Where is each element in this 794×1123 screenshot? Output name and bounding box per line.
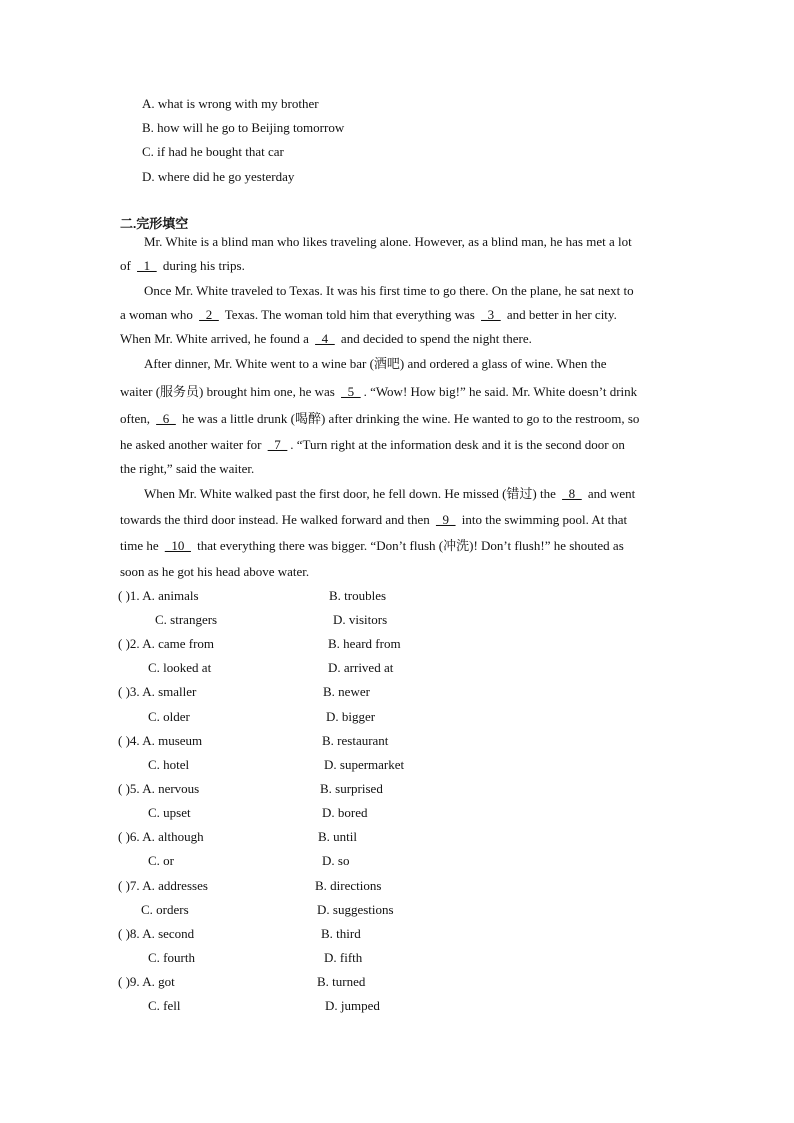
option-c: C. orders bbox=[141, 902, 189, 917]
passage-line: waiter (服务员) brought him one, he was _5_ . “Wow! How big!” he said. Mr. White doesn’t drink bbox=[120, 384, 638, 399]
passage-line: he asked another waiter for _7_ . “Turn right at the information desk and it is the second door on bbox=[120, 437, 625, 452]
option-b: B. turned bbox=[317, 974, 366, 989]
passage-line: towards the third door instead. He walked forward and then _9_ into the swimming pool. At that bbox=[120, 512, 628, 527]
question-9: ( )9. A. got bbox=[118, 974, 175, 989]
option-d: D. suggestions bbox=[317, 902, 394, 917]
option-c: C. fourth bbox=[148, 950, 195, 965]
blank-5: _5_ bbox=[341, 384, 361, 399]
option-d: D. bigger bbox=[326, 709, 376, 724]
question-8: ( )8. A. second bbox=[118, 926, 195, 941]
passage-line: the right,” said the waiter. bbox=[120, 461, 255, 476]
option-b: B. surprised bbox=[320, 781, 383, 796]
passage-line: When Mr. White walked past the first door, he fell down. He missed (错过) the _8_ and went bbox=[144, 486, 636, 501]
option-d: D. bored bbox=[322, 805, 368, 820]
option-b: B. until bbox=[318, 829, 358, 844]
option-b: B. newer bbox=[323, 684, 370, 699]
question-4: ( )4. A. museum bbox=[118, 733, 203, 748]
blank-6: _6_ bbox=[156, 411, 176, 426]
option-d: D. fifth bbox=[324, 950, 363, 965]
passage-line: After dinner, Mr. White went to a wine bar (酒吧) and ordered a glass of wine. When the bbox=[144, 356, 607, 371]
option-b: B. third bbox=[321, 926, 361, 941]
blank-4: _4_ bbox=[315, 331, 335, 346]
prev-option-c: C. if had he bought that car bbox=[142, 144, 284, 159]
question-7: ( )7. A. addresses bbox=[118, 878, 208, 893]
option-d: D. jumped bbox=[325, 998, 380, 1013]
option-b: B. heard from bbox=[328, 636, 401, 651]
blank-2: _2_ bbox=[199, 307, 219, 322]
option-c: C. hotel bbox=[148, 757, 190, 772]
blank-3: _3_ bbox=[481, 307, 501, 322]
passage-line: a woman who _2_ Texas. The woman told him that everything was _3_ and better in her city. bbox=[120, 307, 617, 322]
blank-8: _8_ bbox=[562, 486, 582, 501]
passage-line: often, _6_ he was a little drunk (喝醉) after drinking the wine. He wanted to go to the restroom, so bbox=[120, 411, 640, 426]
option-d: D. supermarket bbox=[324, 757, 405, 772]
option-c: C. strangers bbox=[155, 612, 218, 627]
option-d: D. visitors bbox=[333, 612, 388, 627]
passage-line: of _1_ during his trips. bbox=[120, 258, 245, 273]
question-1: ( )1. A. animals bbox=[118, 588, 199, 603]
prev-option-d: D. where did he go yesterday bbox=[142, 169, 295, 184]
blank-7: _7_ bbox=[267, 437, 288, 452]
section-title: 二.完形填空 bbox=[120, 216, 189, 231]
passage-line: soon as he got his head above water. bbox=[120, 564, 310, 579]
option-c: C. upset bbox=[148, 805, 191, 820]
blank-10: _10_ bbox=[164, 538, 191, 553]
option-c: C. or bbox=[148, 853, 174, 868]
option-b: B. directions bbox=[315, 878, 382, 893]
passage-line: Mr. White is a blind man who likes traveling alone. However, as a blind man, he has met a lot bbox=[144, 234, 632, 249]
option-d: D. so bbox=[322, 853, 350, 868]
question-6: ( )6. A. although bbox=[118, 829, 204, 844]
prev-option-b: B. how will he go to Beijing tomorrow bbox=[142, 120, 345, 135]
passage-line: When Mr. White arrived, he found a _4_ and decided to spend the night there. bbox=[120, 331, 532, 346]
option-c: C. looked at bbox=[148, 660, 212, 675]
passage-line: time he _10_ that everything there was bigger. “Don’t flush (冲洗)! Don’t flush!” he shouted as bbox=[120, 538, 624, 553]
option-b: B. restaurant bbox=[322, 733, 389, 748]
question-2: ( )2. A. came from bbox=[118, 636, 215, 651]
question-3: ( )3. A. smaller bbox=[118, 684, 197, 699]
option-d: D. arrived at bbox=[328, 660, 394, 675]
option-c: C. fell bbox=[148, 998, 181, 1013]
blank-1: _1_ bbox=[137, 258, 157, 273]
blank-9: _9_ bbox=[436, 512, 456, 527]
option-b: B. troubles bbox=[329, 588, 387, 603]
question-5: ( )5. A. nervous bbox=[118, 781, 200, 796]
prev-option-a: A. what is wrong with my brother bbox=[142, 96, 319, 111]
option-c: C. older bbox=[148, 709, 190, 724]
passage-line: Once Mr. White traveled to Texas. It was his first time to go there. On the plane, he sat next to bbox=[144, 283, 634, 298]
